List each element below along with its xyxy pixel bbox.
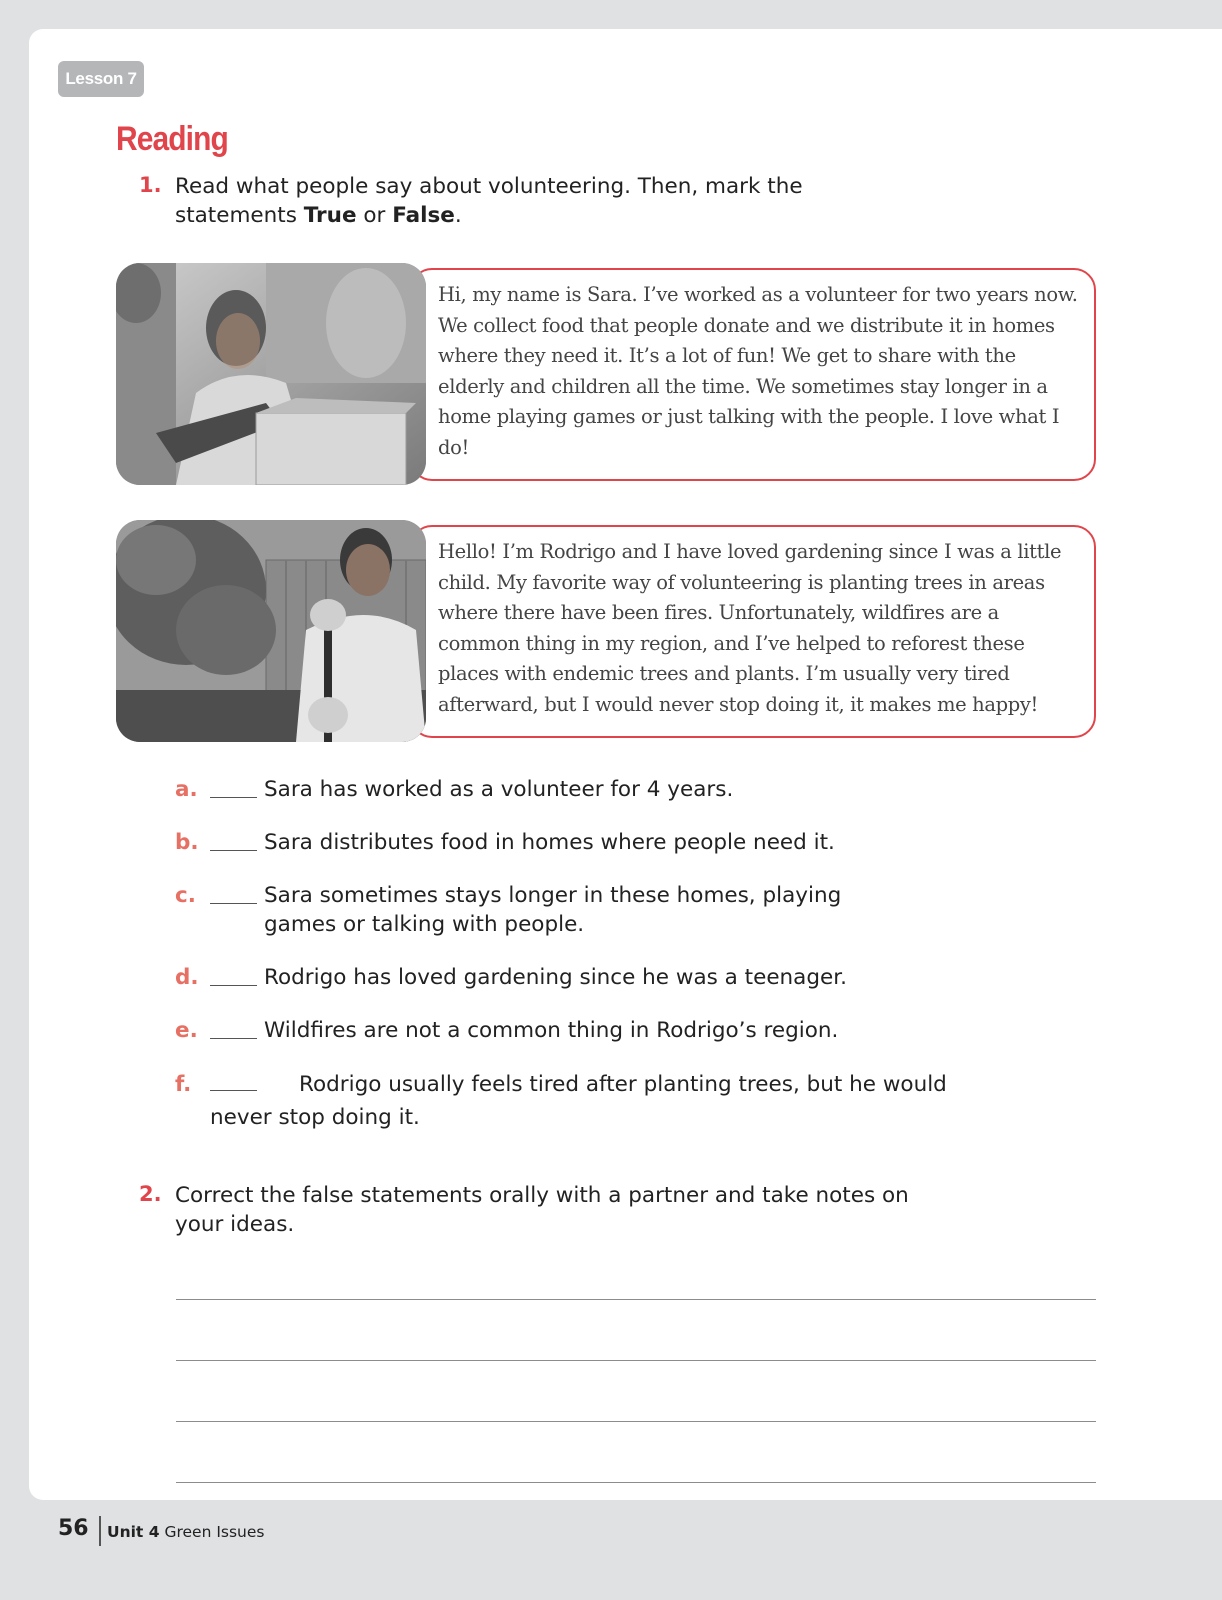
- answer-blank[interactable]: [210, 985, 257, 986]
- statement-c: [175, 881, 955, 939]
- or-word: or: [356, 203, 393, 228]
- statement-letter: e.: [175, 1018, 198, 1043]
- answer-blank[interactable]: [210, 1090, 257, 1091]
- exercise-2-instructions: Correct the false statements orally with a partner and take notes on your ideas.: [175, 1183, 909, 1237]
- exercise-1-number: 1.: [139, 173, 162, 197]
- footer-divider: [99, 1516, 101, 1546]
- statement-f: [175, 1068, 955, 1134]
- answer-blank[interactable]: [210, 1038, 257, 1039]
- true-word: True: [303, 203, 357, 228]
- unit-title: Green Issues: [164, 1523, 265, 1541]
- answer-blank[interactable]: [210, 797, 257, 798]
- statement-text: Sara has worked as a volunteer for 4 years.: [264, 777, 734, 802]
- rodrigo-speech-bubble: [410, 525, 1096, 738]
- statement-d: [175, 963, 955, 992]
- exercise-1-text: Read what people say about volunteering. Then, mark the statements: [175, 174, 803, 228]
- notes-line[interactable]: [176, 1482, 1096, 1483]
- exercise-2-number: 2.: [139, 1182, 162, 1206]
- statement-text: Rodrigo usually feels tired after planting trees, but he would never stop doing it.: [210, 1072, 947, 1130]
- man-gardening-with-shovel-photo: [116, 520, 426, 742]
- notes-line[interactable]: [176, 1299, 1096, 1300]
- statement-a: [175, 775, 955, 804]
- statement-letter: f.: [175, 1072, 192, 1097]
- sara-testimonial-text: Hi, my name is Sara. I’ve worked as a volunteer for two years now. We collect food that people donate and we distribute it in homes where they need it. It’s a lot of fun! We get to share with the elderly and children all the time. We sometimes stay longer in a home playing games or just talking with the people. I love what I do!: [438, 283, 1078, 459]
- unit-label: Unit 4: [107, 1523, 160, 1541]
- statement-text: Wildfires are not a common thing in Rodrigo’s region.: [264, 1018, 839, 1043]
- statement-letter: b.: [175, 830, 199, 855]
- page-number: 56: [58, 1516, 89, 1541]
- statement-letter: a.: [175, 777, 198, 802]
- sara-speech-bubble: [410, 268, 1096, 481]
- statement-b: [175, 828, 955, 857]
- exercise-1-instructions: [175, 172, 875, 230]
- gardener-photo-graphic: [116, 520, 426, 742]
- volunteer-photo-graphic: [116, 263, 426, 485]
- woman-volunteer-packing-food-box-photo: [116, 263, 426, 485]
- statement-letter: d.: [175, 965, 199, 990]
- notes-line[interactable]: [176, 1421, 1096, 1422]
- lesson-badge: Lesson 7: [58, 61, 144, 97]
- statement-text: Sara distributes food in homes where people need it.: [264, 830, 835, 855]
- statement-letter: c.: [175, 883, 196, 908]
- statement-text: Rodrigo has loved gardening since he was a teenager.: [264, 965, 847, 990]
- section-title: Reading: [116, 120, 228, 158]
- statement-text: Sara sometimes stays longer in these homes, playing games or talking with people.: [264, 883, 842, 937]
- answer-blank[interactable]: [210, 850, 257, 851]
- notes-line[interactable]: [176, 1360, 1096, 1361]
- answer-blank[interactable]: [210, 903, 257, 904]
- footer-unit: [107, 1523, 265, 1541]
- false-word: False: [392, 203, 455, 228]
- statement-e: [175, 1016, 955, 1045]
- rodrigo-testimonial-text: Hello! I’m Rodrigo and I have loved gardening since I was a little child. My favorite way of volunteering is planting trees in areas where there have been fires. Unfortunately, wildfires are a common thing in my region, and I’ve helped to reforest these places with endemic trees and plants. I’m usually very tired afterward, but I would never stop doing it, it makes me happy!: [438, 540, 1062, 716]
- workbook-page: [29, 29, 1222, 1500]
- period: .: [454, 203, 462, 228]
